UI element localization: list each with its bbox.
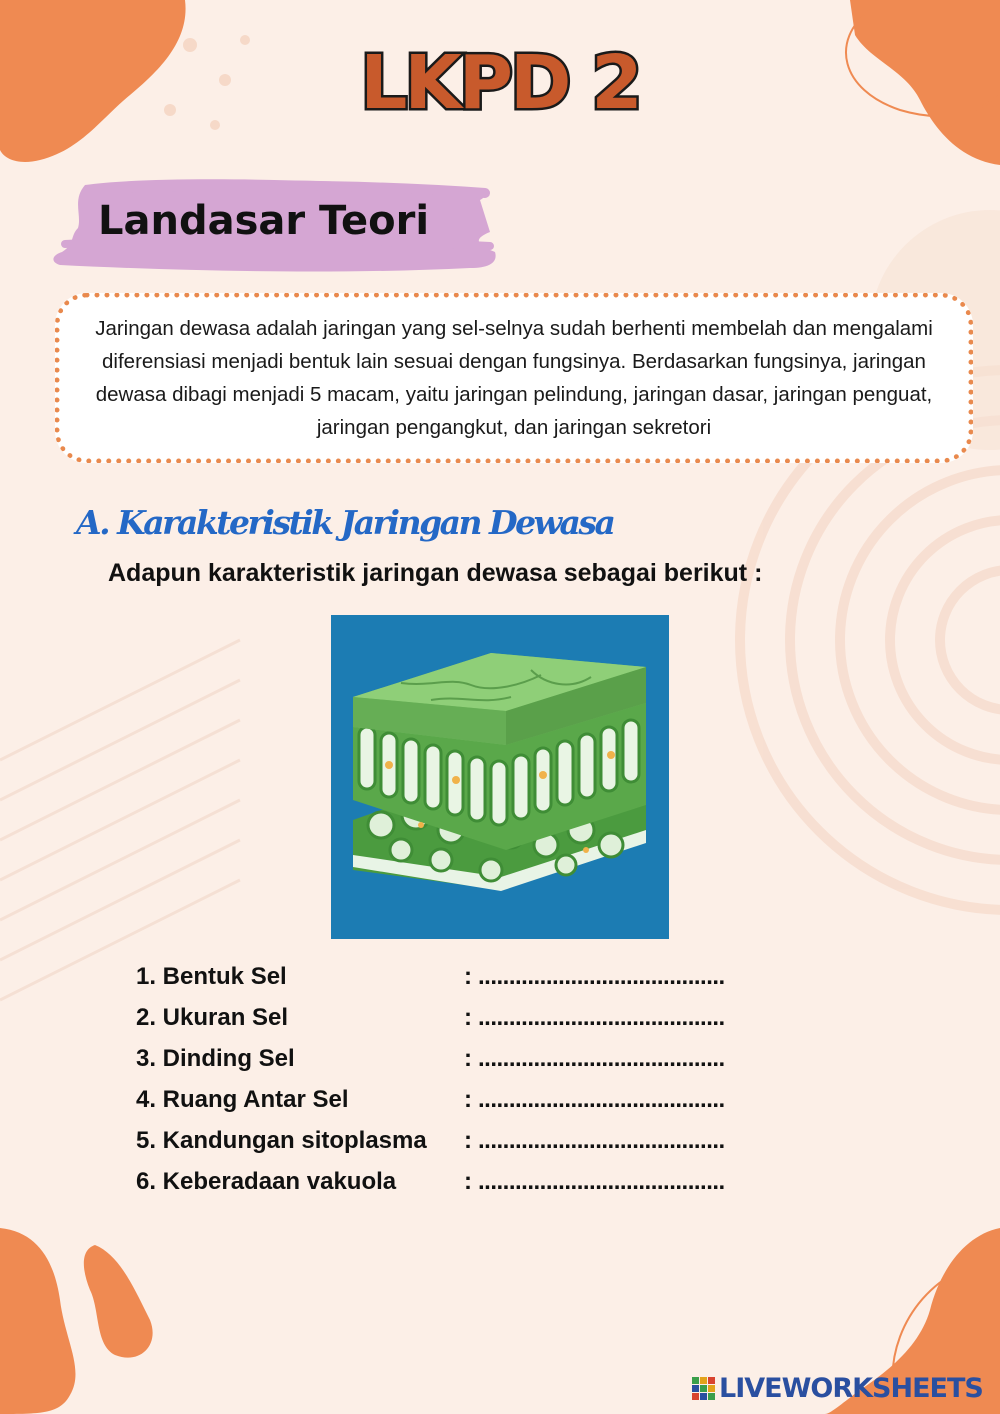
list-item: 1. Bentuk Sel : ........................................ xyxy=(136,962,725,990)
answer-blank[interactable]: ........................................ xyxy=(478,1126,725,1154)
worksheet-title: LKPD 2 xyxy=(360,40,640,126)
answer-blank[interactable]: ........................................ xyxy=(478,962,725,990)
liveworksheets-watermark xyxy=(692,1373,983,1404)
item-label: 2. Ukuran Sel xyxy=(136,1003,289,1031)
brand-text: LIVEWORKSHEETS xyxy=(719,1373,983,1404)
theory-text: Jaringan dewasa adalah jaringan yang sel-selnya sudah berhenti membelah dan mengalami diferensiasi menjadi bentuk lain sesuai dengan fungsinya. Berdasarkan fungsinya, jaringan dewasa dibagi menjadi 5 macam, yaitu jaringan pelindung, jaringan dasar, jaringan penguat, jaringan pengangkut, dan jaringan sekretori xyxy=(95,317,933,439)
item-label: 6. Keberadaan vakuola xyxy=(136,1167,397,1195)
answer-blank[interactable]: ........................................ xyxy=(478,1003,725,1031)
theory-box xyxy=(55,293,973,463)
item-label: 1. Bentuk Sel xyxy=(136,962,287,990)
list-item: 6. Keberadaan vakuola : ........................................ xyxy=(136,1167,725,1195)
intro-text: Adapun karakteristik jaringan dewasa sebagai berikut : xyxy=(108,559,763,587)
answer-blank[interactable]: ........................................ xyxy=(478,1044,725,1072)
list-item: 5. Kandungan sitoplasma : ........................................ xyxy=(136,1126,725,1154)
answer-blank[interactable]: ........................................ xyxy=(478,1167,725,1195)
leaf-tissue-illustration xyxy=(331,615,669,939)
item-label: 3. Dinding Sel xyxy=(136,1044,295,1072)
answer-blank[interactable]: ........................................ xyxy=(478,1085,725,1113)
characteristics-list xyxy=(136,956,816,1202)
item-label: 4. Ruang Antar Sel xyxy=(136,1085,349,1113)
section-title: A. Karakteristik Jaringan Dewasa xyxy=(76,503,614,542)
list-item: 2. Ukuran Sel : ........................................ xyxy=(136,1003,725,1031)
liveworksheets-logo-icon xyxy=(692,1377,716,1401)
list-item: 3. Dinding Sel : ........................................ xyxy=(136,1044,725,1072)
list-item: 4. Ruang Antar Sel : ........................................ xyxy=(136,1085,725,1113)
item-label: 5. Kandungan sitoplasma xyxy=(136,1126,427,1154)
theory-heading: Landasar Teori xyxy=(98,198,430,244)
